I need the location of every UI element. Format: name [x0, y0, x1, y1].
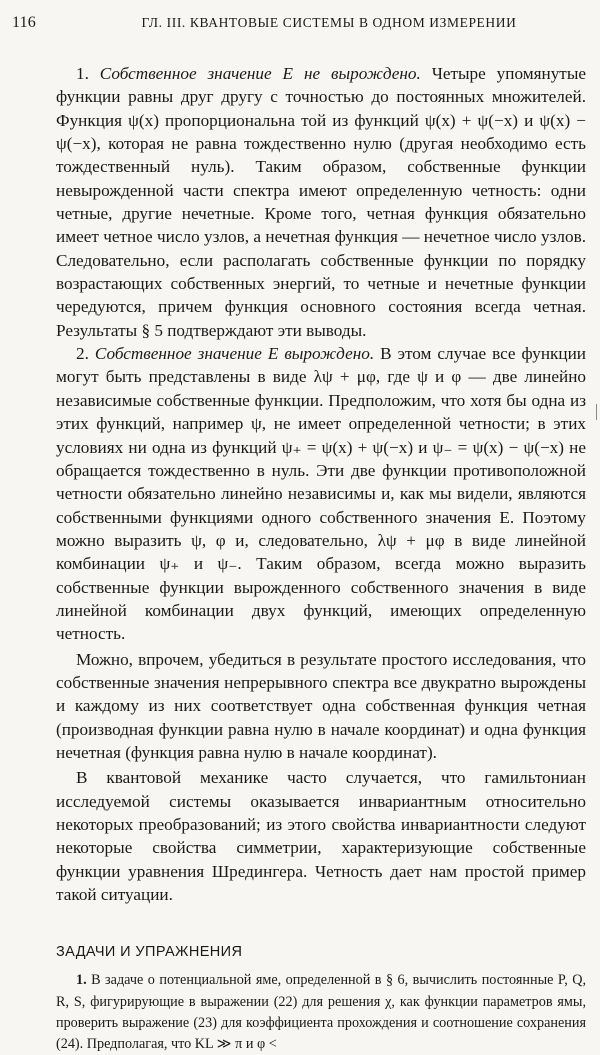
main-text — [56, 62, 586, 906]
running-title: ГЛ. III. КВАНТОВЫЕ СИСТЕМЫ В ОДНОМ ИЗМЕРЕНИИ — [141, 15, 517, 30]
paragraph-1-text: Четыре упомянутые функции равны друг другу с точностью до постоянных множителей. Функция ψ(x) пропорциональна той из функций ψ(x) + ψ(−x) и ψ(x) − ψ(−x), которая не равна тождественно нулю (другая необходимо есть тождественный нуль). Таким образом, собственные функции невырожденной части спектра имеют определенную четность: одни четные, другие нечетные. Кроме того, четная функция обязательно имеет четное число узлов, а нечетная функция — нечетное число узлов. Следовательно, если располагать собственные функции по порядку возрастающих собственных энергий, то четные и нечетные функции чередуются, причем функция основного состояния всегда четная. Результаты § 5 подтверждают эти выводы. — [56, 64, 586, 340]
problem-number: 1. — [76, 972, 87, 989]
page-header — [12, 14, 586, 40]
section-heading: ЗАДАЧИ И УПРАЖНЕНИЯ — [56, 944, 243, 961]
problem-text: В задаче о потенциальной яме, определенной в § 6, вычислить постоянные P, Q, R, S, фигурирующие в выражении (22) для решения χ, как функции параметров ямы, проверить выражение (23) для коэффициента прохождения и соотношение сохранения (24). Предполагая, что KL ≫ π и φ < — [56, 972, 586, 1052]
paragraph-4: В квантовой механике часто случается, что гамильтониан исследуемой системы оказывается инвариантным относительно некоторых преобразований; из этого свойства инвариантности следуют некоторые свойства симметрии, характеризующие собственные функции уравнения Шредингера. Четность дает нам простой пример такой ситуации. — [56, 768, 586, 905]
paragraph-1-heading: Собственное значение E не вырождено. — [99, 64, 421, 83]
paragraph-2 — [56, 342, 586, 645]
margin-mark — [596, 404, 597, 420]
page-number: 116 — [12, 14, 37, 31]
paragraph-1 — [56, 62, 586, 342]
problem-1 — [56, 970, 586, 1055]
paragraph-1-label: 1. — [76, 64, 100, 83]
paragraph-2-label: 2. — [76, 344, 95, 364]
paragraph-3: Можно, впрочем, убедиться в результате простого исследования, что собственные значения непрерывного спектра все двукратно вырождены и каждому из них соответствует одна собственная функция четная (производная функции равна нулю в начале координат) и одна функция нечетная (функция равна нулю в начале координат). — [56, 649, 586, 762]
paragraph-2-text: В этом случае все функции могут быть представлены в виде λψ + μφ, где ψ и φ — две линейно независимые собственные функции. Предположим, что хотя бы одна из этих функций, например ψ, не имеет определенной четности; в этих условиях ни одна из функций ψ₊ = ψ(x) + ψ(−x) и ψ₋ = ψ(x) − ψ(−x) не обращается тождественно в нуль. Эти две функции противоположной четности обязательно линейно независимы и, как мы видели, являются собственными функциями одного собственного значения E. Поэтому можно выразить ψ, φ и, следовательно, λψ + μφ в виде линейной комбинации ψ₊ и ψ₋. Таким образом, всегда можно выразить собственные функции вырожденного собственного значения в виде линейной комбинации двух функций, имеющих определенную четность. — [56, 344, 586, 644]
paragraph-2-heading: Собственное значение E вырождено. — [94, 344, 375, 364]
